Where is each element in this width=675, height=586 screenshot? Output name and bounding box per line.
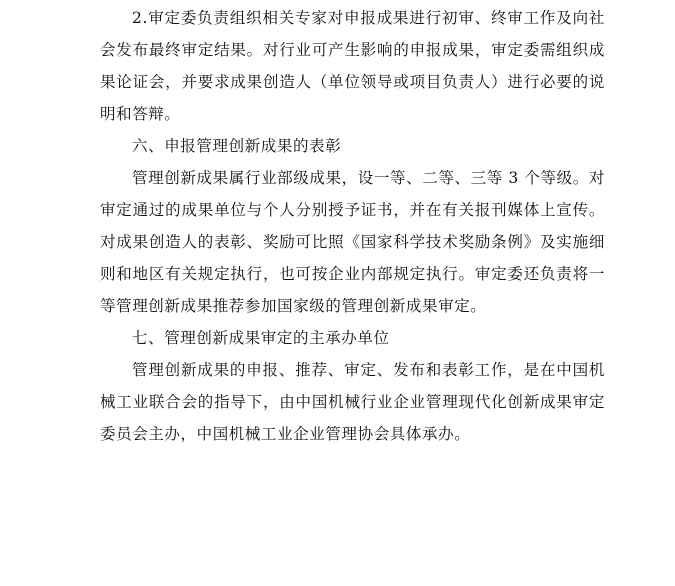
paragraph-organizers: 管理创新成果的申报、推荐、审定、发布和表彰工作，是在中国机械工业联合会的指导下，由中国机械行业企业管理现代化创新成果审定委员会主办，中国机械工业企业管理协会具体承办。 — [100, 361, 605, 443]
section-heading-organizers: 七、管理创新成果审定的主承办单位 — [132, 329, 390, 347]
section-heading-commendation: 六、申报管理创新成果的表彰 — [132, 137, 342, 155]
paragraph-review-responsibilities: 2.审定委负责组织相关专家对申报成果进行初审、终审工作及向社会发布最终审定结果。对行业可产生影响的申报成果，审定委需组织成果论证会，并要求成果创造人（单位领导或项目负责人）进行必要的说明和答辩。 — [100, 9, 605, 123]
paragraph-commendation: 管理创新成果属行业部级成果，设一等、二等、三等 3 个等级。对审定通过的成果单位与个人分别授予证书，并在有关报刊媒体上宣传。对成果创造人的表彰、奖励可比照《国家科学技术奖励条例》及实施细则和地区有关规定执行，也可按企业内部规定执行。审定委还负责将一等管理创新成果推荐参加国家级的管理创新成果审定。 — [100, 169, 605, 315]
